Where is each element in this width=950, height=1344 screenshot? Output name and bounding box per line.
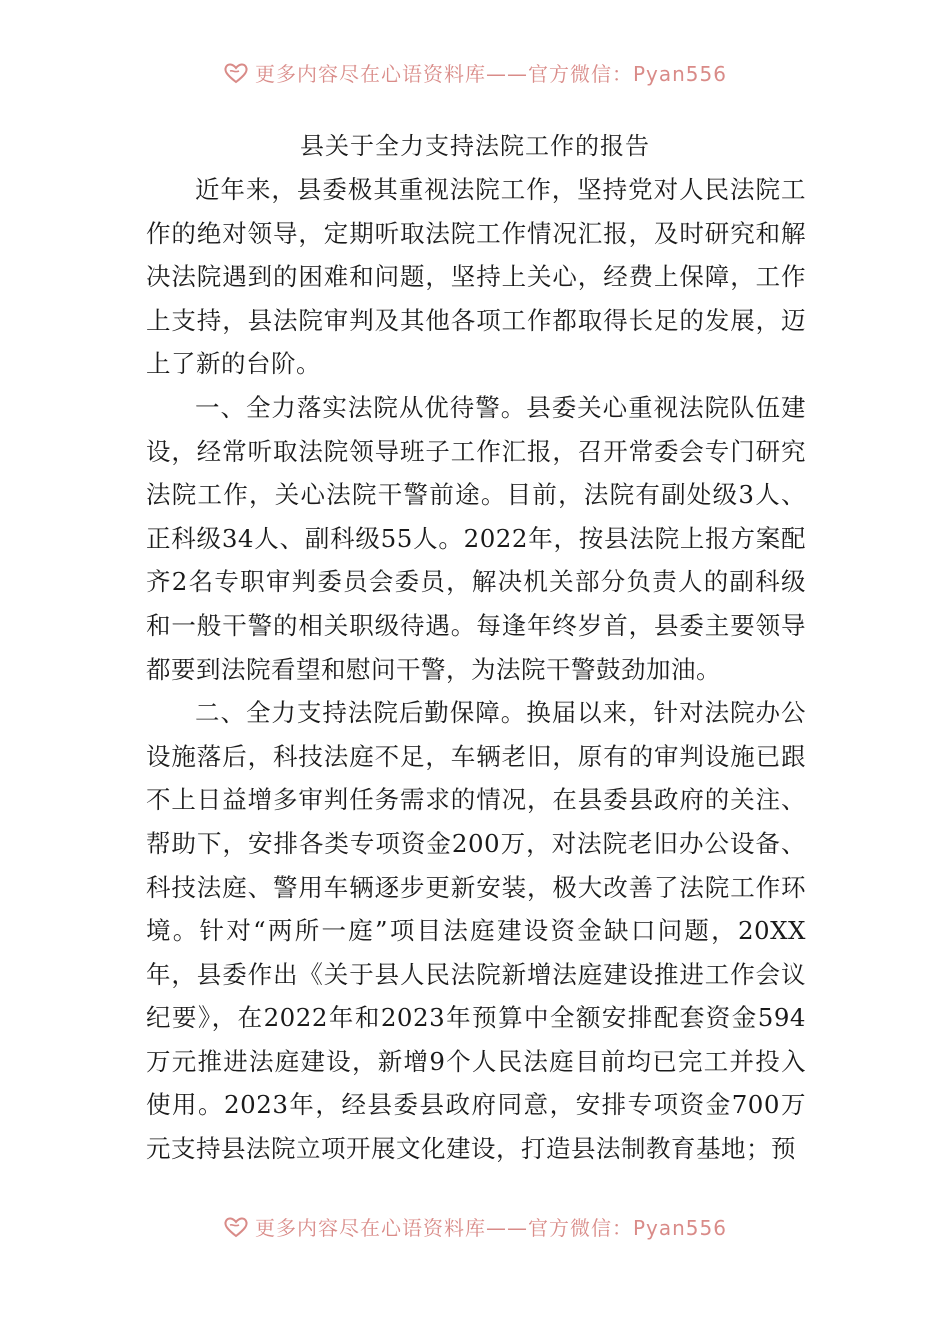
document-title: 县关于全力支持法院工作的报告 [300, 132, 650, 160]
heart-logo-icon [223, 1216, 249, 1238]
paragraph-intro: 近年来，县委极其重视法院工作，坚持党对人民法院工作的绝对领导，定期听取法院工作情况汇报，及时研究和解决法院遇到的困难和问题，坚持上关心，经费上保障，工作上支持，县法院审判及其他各项工作都取得长足的发展，迈上了新的台阶。 [146, 175, 806, 379]
watermark-text: 更多内容尽在心语资料库——官方微信：Pyan556 [254, 1216, 727, 1240]
document-body [146, 168, 806, 1171]
paragraph-section-2: 二、全力支持法院后勤保障。换届以来，针对法院办公设施落后，科技法庭不足，车辆老旧，原有的审判设施已跟不上日益增多审判任务需求的情况，在县委县政府的关注、帮助下，安排各类专项资金200万，对法院老旧办公设备、科技法庭、警用车辆逐步更新安装，极大改善了法院工作环境。针对“两所一庭”项目法庭建设资金缺口问题，20XX年，县委作出《关于县人民法院新增法庭建设推进工作会议纪要》，在2022年和2023年预算中全额安排配套资金594万元推进法庭建设，新增9个人民法庭目前均已完工并投入使用。2023年，经县委县政府同意，安排专项资金700万元支持县法院立项开展文化建设，打造县法制教育基地；预 [146, 698, 806, 1164]
watermark-banner-bottom [0, 1208, 950, 1242]
watermark-banner-top [0, 54, 950, 88]
heart-logo-icon [223, 62, 249, 84]
paragraph-section-1: 一、全力落实法院从优待警。县委关心重视法院队伍建设，经常听取法院领导班子工作汇报，召开常委会专门研究法院工作，关心法院干警前途。目前，法院有副处级3人、正科级34人、副科级55人。2022年，按县法院上报方案配齐2名专职审判委员会委员，解决机关部分负责人的副科级和一般干警的相关职级待遇。每逢年终岁首，县委主要领导都要到法院看望和慰问干警，为法院干警鼓劲加油。 [146, 392, 806, 684]
watermark-text: 更多内容尽在心语资料库——官方微信：Pyan556 [254, 62, 727, 86]
